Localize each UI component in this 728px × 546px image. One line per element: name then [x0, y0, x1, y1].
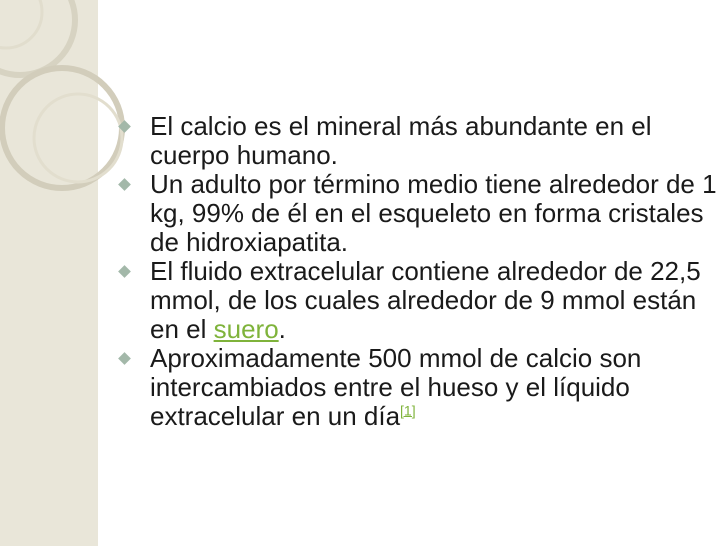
- bullet-text: Aproximadamente 500 mmol de calcio son intercambiados entre el hueso y el líquido extracelular en un día: [150, 343, 642, 431]
- bullet-marker: [118, 120, 131, 133]
- suero-link[interactable]: suero: [213, 314, 279, 344]
- reference-link[interactable]: [1]: [400, 402, 416, 419]
- decorative-ring-middle: [2, 68, 122, 188]
- bullet-text: El calcio es el mineral más abundante en el cuerpo humano.: [150, 111, 652, 170]
- bullet-marker: [118, 178, 131, 191]
- bullet-item: [118, 257, 718, 344]
- bullet-item: [118, 112, 718, 170]
- bullet-list: [118, 112, 718, 431]
- bullet-item: [118, 170, 718, 257]
- bullet-text: Un adulto por término medio tiene alrededor de 1 kg, 99% de él en el esqueleto en forma cristales de hidroxiapatita.: [150, 169, 717, 257]
- decorative-ring-top: [0, 0, 75, 75]
- bullet-marker: [118, 352, 131, 365]
- decorative-ring-middle-inner: [34, 94, 122, 182]
- bullet-text: El fluido extracelular contiene alrededor de 22,5 mmol, de los cuales alrededor de 9 mmol están en el: [150, 256, 701, 344]
- bullet-marker: [118, 265, 131, 278]
- bullet-text-end: .: [278, 314, 286, 344]
- bullet-item: [118, 344, 718, 431]
- decorative-ring-top-inner: [0, 0, 42, 48]
